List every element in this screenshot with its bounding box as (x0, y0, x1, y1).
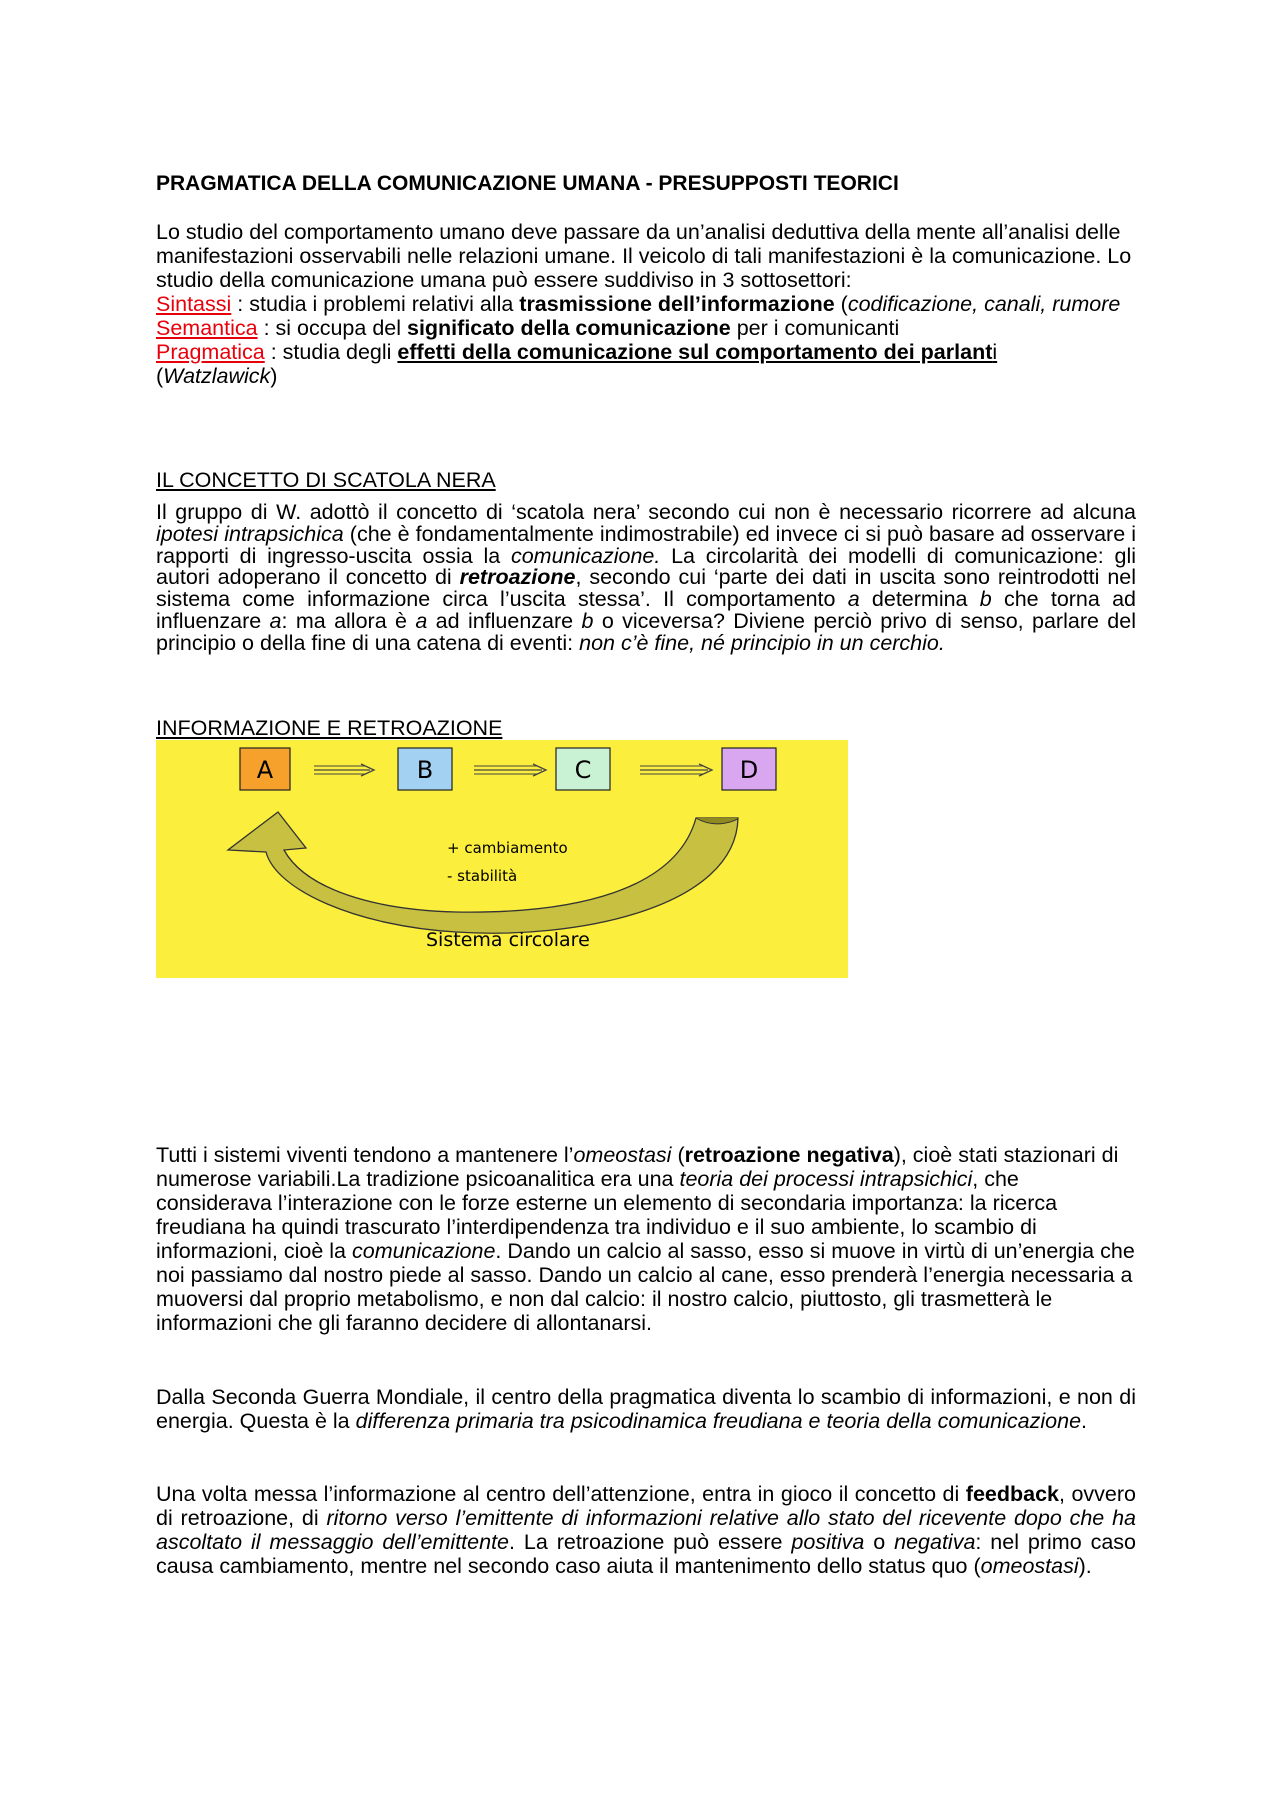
sintassi-italic: codificazione, canali, rumore (847, 292, 1121, 316)
definition-sintassi (156, 292, 1136, 316)
text-run: o viceversa? Diviene perciò privo di senso, parlare del principio o della fine di una catena di eventi: (156, 608, 1136, 655)
pragmatica-close: ) (270, 364, 278, 388)
text-run: omeostasi (980, 1554, 1079, 1578)
text-run: : ma allora è (281, 608, 416, 633)
text-run: non c’è fine, né principio in un cerchio. (579, 630, 945, 655)
text-run: differenza primaria tra psicodinamica freudiana e teoria della comunicazione (355, 1409, 1082, 1433)
box-d-label: D (739, 756, 759, 784)
text-run: teoria dei processi intrapsichici (679, 1167, 973, 1191)
text-run: a (415, 608, 428, 633)
text-run: (che è fondamentalmente indimostrabile) ed invece ci si può basare ad osservare i rapporti di ingresso-uscita ossia la (156, 521, 1136, 568)
paragraph-omeostasi (156, 1143, 1136, 1335)
label-stabilita: - stabilità (447, 867, 518, 885)
box-b-label: B (416, 756, 434, 784)
semantica-tail: per i comunicanti (730, 316, 900, 340)
arrow-c-d (640, 764, 712, 776)
text-run: negativa (894, 1530, 976, 1554)
text-run: omeostasi (573, 1143, 672, 1167)
text-run: positiva (791, 1530, 865, 1554)
pragmatica-term: Pragmatica (156, 340, 265, 364)
text-run: determina (859, 587, 980, 612)
semantica-bold: significato della comunicazione (406, 316, 731, 340)
text-run: retroazione (459, 565, 576, 590)
text-run: comunicazione. (510, 543, 661, 568)
text-run: . Dando un calcio al sasso, esso si muove in virtù di un’energia che noi passiamo dal nostro piede al sasso. Dando un calcio al cane, esso prenderà l’energia necessaria a muoversi dal proprio metabolismo, e non dal calcio: il nostro calcio, piuttosto, gli trasmetterà le informazioni che gli faranno decidere di allontanarsi. (156, 1239, 1135, 1335)
text-run: Dalla Seconda Guerra Mondiale, il centro della pragmatica diventa lo scambio di informazioni, e non di energia. Questa è la (156, 1385, 1136, 1433)
arrow-b-c (474, 764, 546, 776)
box-c-label: C (574, 756, 592, 784)
paragraph-seconda-guerra (156, 1385, 1136, 1433)
pragmatica-text: : studia degli (264, 340, 398, 364)
text-run: , secondo cui ‘parte dei dati in uscita sono reintrodotti nel sistema come informazione circa l’uscita stessa’. Il comportamento (156, 565, 1137, 612)
text-run: ), cioè stati stazionari di numerose variabili.La tradizione psicoanalitica era una (156, 1143, 1119, 1191)
label-cambiamento: + cambiamento (447, 839, 568, 857)
arrow-a-b (314, 764, 374, 776)
box-a-label: A (256, 756, 274, 784)
text-run: a (847, 587, 860, 612)
paragraph-scatola-nera (156, 502, 1136, 655)
sintassi-term: Sintassi (156, 292, 232, 316)
text-run: . La retroazione può essere (509, 1530, 792, 1554)
sintassi-text: : studia i problemi relativi alla (231, 292, 520, 316)
sintassi-bold: trasmissione dell’informazione (519, 292, 835, 316)
box-d (722, 748, 776, 790)
text-run: ad influenzare (427, 608, 582, 633)
sintassi-paren: ( (834, 292, 848, 316)
pragmatica-bold: effetti della comunicazione sul comportamento dei parlant (397, 340, 993, 364)
intro-section (156, 220, 1136, 388)
section-heading-scatola-nera: IL CONCETTO DI SCATOLA NERA (156, 468, 496, 492)
text-run: ( (671, 1143, 685, 1167)
pragmatica-author: Watzlawick (163, 364, 271, 388)
text-run: a (269, 608, 282, 633)
text-run: , ovvero di retroazione, di (156, 1482, 1136, 1530)
paragraph-feedback (156, 1482, 1136, 1578)
diagram-caption: Sistema circolare (426, 929, 590, 951)
text-run: La circolarità dei modelli di comunicazione: gli autori adoperano il concetto di (156, 543, 1136, 590)
box-c (556, 748, 610, 790)
text-run: comunicazione (351, 1239, 496, 1263)
page-title: PRAGMATICA DELLA COMUNICAZIONE UMANA - PRESUPPOSTI TEORICI (156, 172, 899, 195)
text-run: ). (1078, 1554, 1092, 1578)
text-run: . (1081, 1409, 1088, 1433)
definition-pragmatica (156, 340, 1136, 388)
text-run: Il gruppo di W. adottò il concetto di ‘scatola nera’ secondo cui non è necessario ricorrere ad alcuna (156, 500, 1136, 524)
text-run: b (581, 608, 594, 633)
text-run: ipotesi intrapsichica (156, 521, 344, 546)
text-run: Tutti i sistemi viventi tendono a mantenere l’ (156, 1143, 574, 1167)
pragmatica-tail: i (992, 340, 998, 364)
definition-semantica (156, 316, 1136, 340)
circular-system-diagram (156, 740, 848, 978)
text-run: che torna ad influenzare (156, 587, 1136, 633)
text-run: retroazione negativa (684, 1143, 894, 1167)
text-run: o (864, 1530, 895, 1554)
text-run: ritorno verso l’emittente di informazioni relative allo stato del ricevente dopo che ha ascoltato il messaggio dell’emittente (156, 1506, 1136, 1554)
text-run: feedback (965, 1482, 1059, 1506)
semantica-term: Semantica (156, 316, 258, 340)
text-run: Una volta messa l’informazione al centro dell’attenzione, entra in gioco il concetto di (156, 1482, 966, 1506)
pragmatica-open: ( (156, 364, 164, 388)
text-run: , che considerava l’interazione con le forze esterne un elemento di secondaria importanza: la ricerca freudiana ha quindi trascurato l’interdipendenza tra individuo e il suo ambiente, lo scambio di informazioni, cioè la (156, 1167, 1058, 1263)
text-run: : nel primo caso causa cambiamento, mentre nel secondo caso aiuta il mantenimento dello status quo ( (156, 1530, 1136, 1578)
section-heading-retroazione: INFORMAZIONE E RETROAZIONE (156, 716, 503, 740)
box-a (240, 748, 290, 790)
semantica-text: : si occupa del (257, 316, 407, 340)
intro-paragraph: Lo studio del comportamento umano deve passare da un’analisi deduttiva della mente all’analisi delle manifestazioni osservabili nelle relazioni umane. Il veicolo di tali manifestazioni è la comunicazione. Lo studio della comunicazione umana può essere suddiviso in 3 sottosettori: (156, 220, 1132, 292)
box-b (398, 748, 452, 790)
text-run: b (979, 587, 992, 612)
